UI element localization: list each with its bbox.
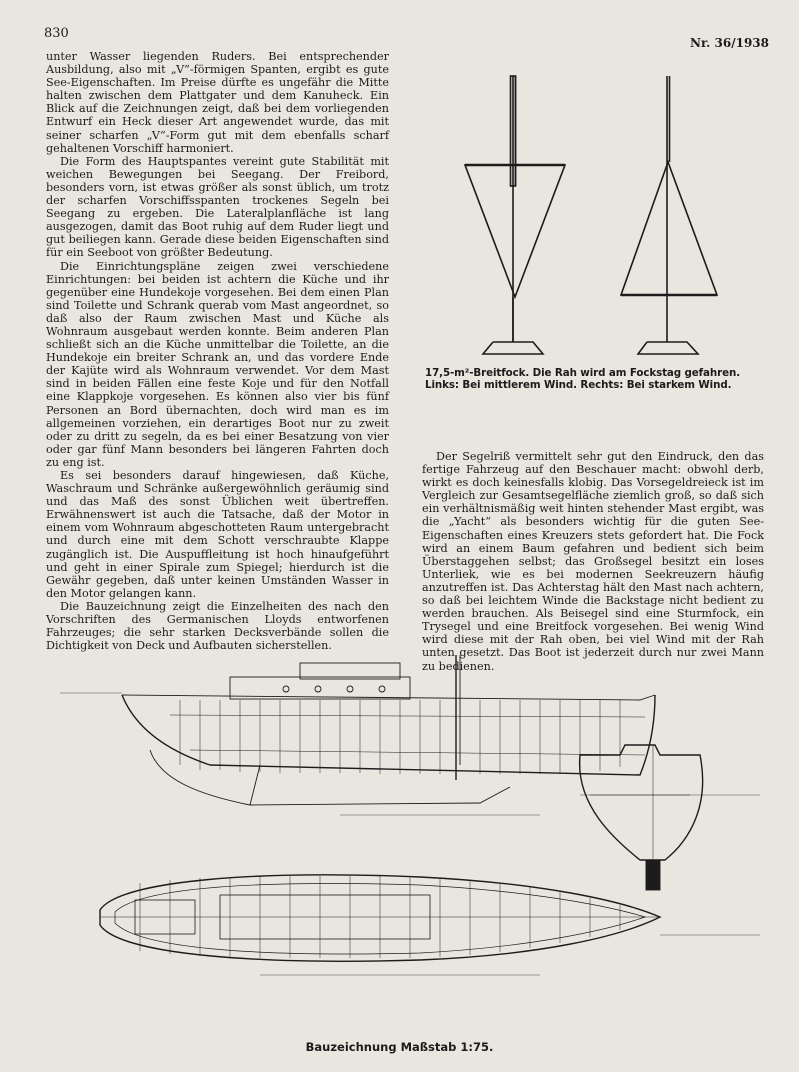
hull-profile [122, 655, 655, 805]
sail-caption-line1: 17,5-m²-Breitfock. Die Rah wird am Fockstag gefahren. [425, 367, 741, 379]
page-number: 830 [44, 26, 69, 41]
paragraph: Es sei besonders darauf hingewiesen, daß Küche, Waschraum und Schränke außergewöhnlich geräumig sind und das Maß des sonst Üblichen weit übertreffen. Erwähnenswert ist auch die Tatsache, daß der Motor in einem vom Wohnraum abgeschotteten Raum untergebracht und durch eine mit dem Schott verschraubte Klappe zugänglich ist. Die Auspuffleitung ist hoch hinaufgeführt und geht in einer Spirale zum Spiegel; hierdurch ist die Gewähr gegeben, daß unter keinen Umständen Wasser in den Motor gelangen kann. [46, 469, 389, 600]
paragraph: unter Wasser liegenden Ruders. Bei entsprechender Ausbildung, also mit „V“-förmigen Spanten, ergibt es gute See-Eigenschaften. Im Preise dürfte es ungefähr die Mitte halten zwischen dem Plattgater und dem Kanuheck. Ein Blick auf die Zeichnungen zeigt, daß bei dem vorliegenden Entwurf ein Heck dieser Art angewendet wurde, das mit seiner scharfen „V“-Form gut mit dem ebenfalls scharf gehaltenen Vorschiff harmoniert. [46, 50, 389, 155]
issue-number: Nr. 36/1938 [689, 36, 769, 50]
paragraph: Die Bauzeichnung zeigt die Einzelheiten des nach den Vorschriften des Germanischen Lloyds entworfenen Fahrzeuges; die sehr starken Decksverbände sollen die Dichtigkeit von Deck und Aufbauten sicherstellen. [46, 599, 389, 653]
construction-plan-caption: Bauzeichnung Maßstab 1:75. [305, 1040, 494, 1054]
paragraph: Die Einrichtungspläne zeigen zwei verschiedene Einrichtungen: bei beiden ist achtern die Küche und ihr gegenüber eine Hundekoje vorgesehen. Bei dem einen Plan sind Toilette und Schrank querab vom Mast angeordnet, so daß also der Raum zwischen Mast und Küche als Wohnraum ausgebaut werden konnte. Beim anderen Plan schließt sich an die Küche unmittelbar die Toilette, an die Hundekoje ein breiter Schrank an, und das vordere Ende der Kajüte wird als Wohnraum verwendet. Vor dem Mast sind in beiden Fällen eine feste Koje und für den Notfall eine Klappkoje vorgesehen. Es können also vier bis fünf Personen an Bord übernachten, doch wird man es im allgemeinen vorziehen, ein derartiges Boot nur zu zweit oder zu dritt zu segeln, da es bei einer Besatzung von vier oder gar fünf Mann besonders bei längeren Fahrten doch zu eng ist. [46, 259, 389, 469]
left-text-column [46, 50, 389, 652]
hull-plan-view [100, 875, 660, 961]
paragraph: Die Form des Hauptspantes vereint gute Stabilität mit weichen Bewegungen bei Seegang. Der Freibord, besonders vorn, ist etwas größer als sonst üblich, um trotz der scharfen Vorschiffsspanten trockenes Segeln bei Seegang zu ergeben. Die Lateralplanfläche ist lang ausgezogen, damit das Boot ruhig auf dem Ruder liegt und gut beiliegen kann. Gerade diese beiden Eigenschaften sind für ein Seeboot von größter Bedeutung. [46, 154, 389, 260]
right-text-column [422, 450, 764, 673]
paragraph: Der Segelriß vermittelt sehr gut den Eindruck, den das fertige Fahrzeug auf den Beschauer macht: obwohl derb, wirkt es doch keinesfalls klobig. Das Vorsegeldreieck ist im Vergleich zur Gesamtsegelfläche ziemlich groß, so daß sich ein verhältnismäßig weit hinten stehender Mast ergibt, was die „Yacht“ als besonders wichtig für die guten See-Eigenschaften eines Kreuzers stets gefordert hat. Die Fock wird an einem Baum gefahren und bedient sich beim Überstaggehen selbst; das Großsegel besitzt ein loses Unterliek, wie es bei modernen Seekreuzern häufig anzutreffen ist. Das Achterstag hält den Mast nach achtern, so daß bei leichtem Winde die Backstage nicht bedient zu werden brauchen. Als Beisegel sind eine Sturmfock, ein Trysegel und eine Breitfock vorgesehen. Bei wenig Wind wird diese mit der Rah oben, bei viel Wind mit der Rah unten gesetzt. Das Boot ist jederzeit durch nur zwei Mann zu bedienen. [422, 450, 764, 673]
construction-plan-drawing [60, 655, 760, 1035]
sail-caption [425, 367, 770, 392]
sail-left-mild-wind [465, 76, 565, 354]
sail-right-strong-wind [621, 76, 717, 354]
midship-section [580, 745, 703, 890]
sail-diagram [455, 72, 755, 367]
sail-caption-line2: Links: Bei mittlerem Wind. Rechts: Bei starkem Wind. [425, 379, 732, 392]
